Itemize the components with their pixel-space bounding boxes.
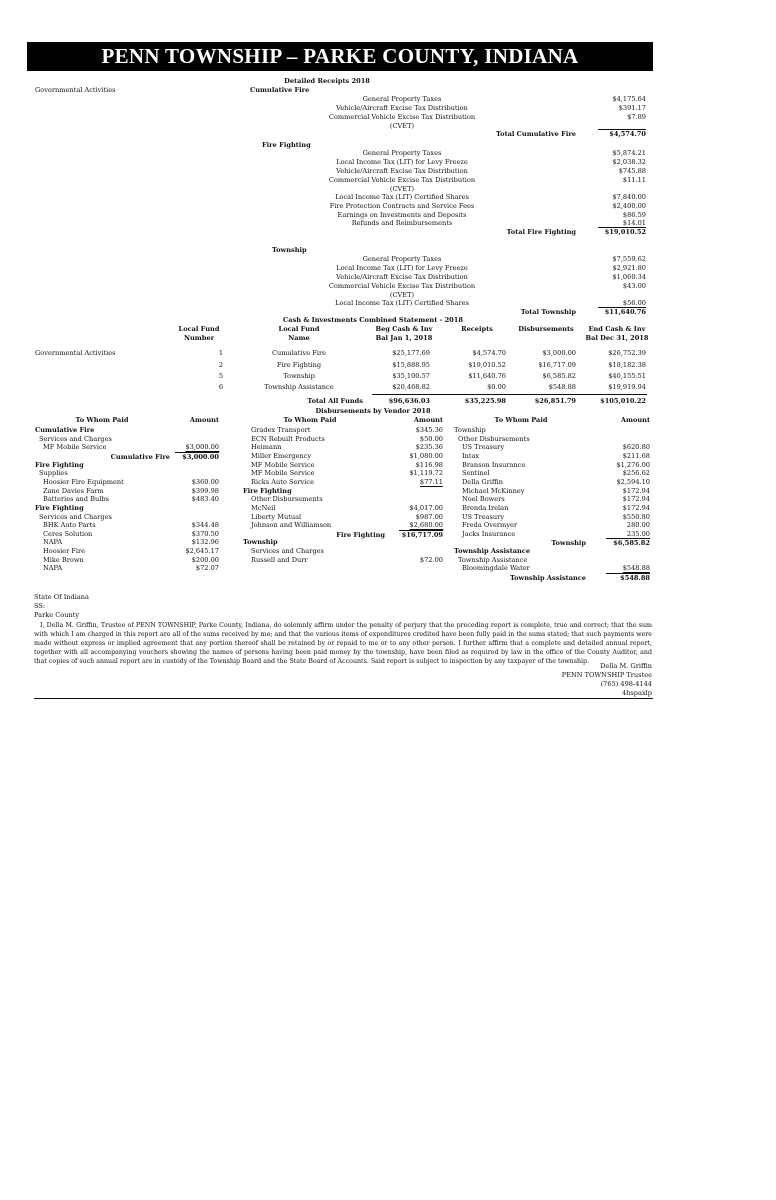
cash-disbursements: $16,717.09 [538, 361, 576, 369]
receipt-item-amount: $2,921.80 [612, 264, 646, 272]
vendor-col1-item-label: Zane Davies Farm [43, 486, 104, 495]
vendor-col3-item-amount: $548.88 [620, 574, 650, 583]
vendor-col1-item-label: NAPA [43, 564, 63, 573]
vendor-col3-item-amount: 235.00 [626, 529, 650, 538]
vendor-col3-item-amount: $172.94 [622, 503, 650, 512]
vendor-col1-item-amount: $72.07 [195, 564, 219, 573]
vendor-col2-item-label: Other Disbursements [251, 495, 323, 504]
vendor-col2-item-amount: $345.36 [415, 426, 443, 434]
vendor-col1-item-amount: $132.96 [191, 538, 219, 547]
vendor-col2-item-amount: $50.00 [419, 434, 443, 443]
receipt-item-label: General Property Taxes [362, 149, 442, 157]
receipts-governmental-label: Governmental Activities [35, 86, 116, 94]
cash-end-balance: $19,919.94 [608, 383, 646, 391]
vendor-col3-item-amount: $172.94 [622, 486, 650, 495]
vendor-col3-item-label: Township [454, 426, 486, 434]
vendor-col2-item-label: Heimann [251, 443, 282, 452]
cash-receipts: $4,574.70 [472, 349, 506, 357]
cash-end-balance: $18,182.38 [608, 361, 646, 369]
vendor-col2-item-label: Gradex Transport [251, 426, 311, 434]
vendor-col2-item-label: Miller Emergency [251, 451, 312, 460]
footer-rule [34, 698, 653, 699]
cash-total-beg: $96,636.03 [388, 397, 430, 405]
cash-receipts: $19,010.52 [468, 361, 506, 369]
vendor-col2-subtotal-rule [399, 530, 443, 531]
cash-header-receipts: Receipts [461, 325, 493, 333]
cash-fund-number: 2 [218, 361, 224, 369]
vendor-col2-item-amount: $116.98 [415, 460, 443, 469]
vendor-col3-item-label: US Treasury [462, 512, 505, 521]
receipt-item-label: Earnings on Investments and Deposits [337, 211, 467, 219]
vendor-col2-item-label: Fire Fighting [243, 486, 292, 495]
affidavit-county: Parke County [34, 611, 80, 619]
vendor-col1-item-label: Services and Charges [39, 512, 112, 521]
cash-header-end-2: Bal Dec 31, 2018 [585, 334, 649, 342]
signature-name: Della M. Griffin [600, 662, 652, 670]
receipt-item-amount: $2,038.32 [612, 158, 646, 166]
cash-fund-number: 1 [218, 349, 224, 357]
receipts-cumulative_fire-total-label: Total Cumulative Fire [496, 130, 576, 138]
vendor-col2-item-amount: $4,017.00 [409, 503, 443, 512]
receipt-item-label: Commercial Vehicle Excise Tax Distribution [328, 113, 476, 121]
cash-header-fund-number-2: Number [183, 334, 215, 342]
receipt-item-amount: $11.11 [622, 176, 646, 184]
receipts-cumulative_fire-header: Cumulative Fire [250, 86, 310, 94]
vendor-col3-subtotal-rule [606, 538, 650, 539]
receipts-fire_fighting-total: $19,010.52 [604, 228, 646, 236]
cash-header-fund-number-1: Local Fund [178, 325, 220, 333]
receipt-item-label: Local Income Tax (LIT) for Levy Freeze [336, 158, 468, 166]
receipt-item-label: Refunds and Reimbursements [351, 219, 453, 227]
vendor-col2-item-label: MF Mobile Service [251, 469, 315, 478]
cash-fund-name: Cumulative Fire [271, 349, 327, 357]
vendor-col1-item-amount: $2,645.17 [185, 547, 219, 556]
vendor-col3-subtotal-label: Township [551, 539, 586, 548]
vendor-col3-item-label: Intax [462, 451, 480, 460]
receipts-fire_fighting-header: Fire Fighting [262, 141, 311, 149]
vendor-col3-item-amount: 280.00 [626, 521, 650, 530]
cash-receipts: $11,640.76 [468, 372, 506, 380]
vendor-col3-item-amount: $1,276.00 [616, 460, 650, 469]
vendor-col1-item-label: Mike Brown [43, 555, 84, 564]
cash-beg-balance: $35,100.57 [392, 372, 430, 380]
cash-total-receipts: $35,225.98 [464, 397, 506, 405]
affidavit-ss: SS: [34, 602, 46, 610]
cash-fund-name: Township [283, 372, 315, 380]
vendor-col3-item-label: Bloomingdale Water [462, 564, 530, 573]
vendor-col1-item-label: Batteries and Bulbs [43, 495, 109, 504]
page-banner: PENN TOWNSHIP – PARKE COUNTY, INDIANA [27, 42, 653, 71]
vendor-col1-item-label: Hoosier Fire [43, 547, 86, 556]
vendor-col3-item-amount: $620.80 [622, 443, 650, 452]
cash-header-beg-1: Beg Cash & Inv [375, 325, 433, 333]
vendor-col3-item-label: US Treasury [462, 443, 505, 452]
vendor-col3-item-label: Michael McKinney [462, 486, 525, 495]
vendor-col3-item-amount: $211.68 [622, 451, 650, 460]
vendor-col2-item-label: Johnson and Williamson [251, 521, 332, 530]
cash-receipts: $0.00 [487, 383, 506, 391]
vendor-col2-item-label: ECN Rebuilt Products [251, 434, 325, 443]
vendor-col3-item-label: Township Assistance [458, 555, 528, 564]
cash-beg-balance: $15,888.95 [392, 361, 430, 369]
vendor-col2-item-amount: $2,680.00 [409, 521, 443, 530]
receipts-cumulative_fire-total: $4,574.70 [609, 130, 646, 138]
signature-phone: (765) 498-4144 [600, 680, 652, 688]
receipt-item-amount: $745.88 [618, 167, 646, 175]
signature-code: 4hspaxlp [621, 689, 652, 697]
vendors-title: Disbursements by Vendor 2018 [315, 407, 431, 415]
vendor-col1-subtotal-rule [175, 452, 219, 453]
vendor-col2-item-amount: $235.36 [415, 443, 443, 452]
vendor-col1-item-amount: $483.40 [191, 495, 219, 504]
receipt-item-amount: $5,874.21 [612, 149, 646, 157]
vendor-col1-item-label: Cumulative Fire [35, 426, 95, 434]
vendor-col2-paid-header: To Whom Paid [283, 416, 337, 424]
vendor-col1-item-label: Hoosier Fire Equipment [43, 477, 124, 486]
receipt-item-amount: $4,175.64 [612, 95, 646, 103]
vendor-col3-item-label: Other Disbursements [458, 434, 530, 443]
cash-fund-number: 5 [218, 372, 224, 380]
vendor-col2-item-label: McNeil [251, 503, 276, 512]
receipt-item-amount: $7,559.62 [612, 255, 646, 263]
vendor-col3-item-label: Freda Overmyer [462, 521, 518, 530]
vendor-col2-item-amount: $77.11 [419, 477, 443, 486]
cash-header-end-1: End Cash & Inv [588, 325, 646, 333]
affidavit-text: I, Della M. Griffin, Trustee of PENN TOWNSHIP, Parke County, Indiana, do solemnly affirm under the penalty of perjury that the preceding report is complete, true and correct; that the sum with which I am charged in this report are all of the sums received by me; and that the various items of expenditures credited have been fully paid in the sums stated; that such payments were made without express or implied agreement that any portion thereof shall be retained by or repaid to me or to any other person. I further affirm that a complete and detailed annual report, together with all accompanying vouchers showing the names of persons having been paid money by the township, have been filed as required by law in the office of the County Auditor, and that copies of such annual report are in custody of the Township Board and the State Board of Accounts. Said report is subject to inspection by any taxpayer of the township. [34, 622, 652, 666]
vendor-col3-item-amount: $550.80 [622, 512, 650, 521]
receipt-item-label: (CVET) [389, 122, 415, 130]
receipts-title: Detailed Receipts 2018 [284, 77, 370, 85]
vendor-col3-item-amount: $2,594.10 [616, 477, 650, 486]
vendor-col3-item-label: Sentinel [462, 469, 490, 478]
receipt-item-label: Fire Protection Contracts and Service Fees [329, 202, 475, 210]
receipt-item-label: Vehicle/Aircraft Excise Tax Distribution [336, 104, 468, 112]
vendor-col1-item-amount: $3,000.00 [182, 452, 219, 461]
receipt-item-amount: $2,400.00 [612, 202, 646, 210]
vendor-col3-paid-header: To Whom Paid [494, 416, 548, 424]
cash-disbursements: $6,585.82 [542, 372, 576, 380]
receipt-item-amount: $7.89 [627, 113, 646, 121]
receipt-item-label: Local Income Tax (LIT) Certified Shares [335, 193, 469, 201]
vendor-col2-item-label: Township [243, 538, 278, 547]
vendor-col3-item-label: Brenda Irelan [462, 503, 509, 512]
cash-fund-number: 6 [218, 383, 224, 391]
receipt-item-label: Commercial Vehicle Excise Tax Distribution [328, 176, 476, 184]
cash-header-fund-name-2: Name [288, 334, 310, 342]
affidavit-state: State Of Indiana [34, 593, 89, 601]
vendor-col1-paid-header: To Whom Paid [75, 416, 129, 424]
vendor-col3-subtotal-label: Township Assistance [509, 574, 586, 583]
vendor-col3-item-label: Township Assistance [454, 547, 531, 556]
vendor-col1-item-label: Services and Charges [39, 434, 112, 443]
receipts-township-total: $11,640.76 [604, 308, 646, 316]
receipt-item-label: (CVET) [389, 185, 415, 193]
receipts-fire_fighting-total-label: Total Fire Fighting [506, 228, 576, 236]
vendor-col3-amount-header: Amount [620, 416, 650, 424]
vendor-col2-item-label: MF Mobile Service [251, 460, 315, 469]
vendor-col3-item-amount: $256.62 [622, 469, 650, 478]
cash-total-end: $105,010.22 [600, 397, 646, 405]
cash-beg-balance: $25,177.69 [392, 349, 430, 357]
receipt-item-amount: $86.59 [622, 211, 646, 219]
receipt-item-label: Vehicle/Aircraft Excise Tax Distribution [336, 273, 468, 281]
vendor-col1-item-label: BHK Auto Parts [43, 521, 96, 530]
receipt-item-amount: $43.00 [622, 282, 646, 290]
vendor-col2-item-amount: $987.00 [415, 512, 443, 521]
vendor-col2-subtotal-label: Fire Fighting [336, 530, 385, 539]
vendor-col2-amount-header: Amount [413, 416, 443, 424]
receipt-item-amount: $56.00 [622, 299, 646, 307]
cash-total-rule [372, 394, 647, 395]
receipt-item-label: General Property Taxes [362, 95, 442, 103]
receipt-item-amount: $1,060.34 [612, 273, 646, 281]
receipt-item-label: Local Income Tax (LIT) Certified Shares [335, 299, 469, 307]
vendor-col3-item-amount: $172.94 [622, 495, 650, 504]
vendor-col2-item-label: Services and Charges [251, 547, 324, 556]
vendor-col2-item-amount: $1,080.00 [409, 451, 443, 460]
cash-disbursements: $3,000.00 [542, 349, 576, 357]
vendor-col1-item-amount: $370.50 [191, 529, 219, 538]
vendor-col1-item-amount: $344.48 [191, 521, 219, 530]
vendor-col1-item-label: Ceres Solution [43, 529, 93, 538]
vendor-col3-item-amount: $6,585.82 [613, 539, 650, 548]
cash-title: Cash & Investments Combined Statement - 2018 [283, 316, 463, 324]
vendor-col1-item-label: Fire Fighting [35, 503, 84, 512]
cash-end-balance: $26,752.39 [608, 349, 646, 357]
vendor-col2-item-label: Russell and Durr [251, 555, 308, 564]
cash-row-label: Governmental Activities [35, 349, 116, 357]
vendor-col1-item-label: Fire Fighting [35, 460, 84, 469]
cash-beg-balance: $20,468.82 [392, 383, 430, 391]
vendor-col3-item-amount: $548.88 [622, 564, 650, 573]
cash-fund-name: Fire Fighting [276, 361, 322, 369]
receipt-item-label: General Property Taxes [362, 255, 442, 263]
receipt-item-label: (CVET) [389, 291, 415, 299]
vendor-col1-item-amount: $360.00 [191, 477, 219, 486]
cash-total-disbursements: $26,851.79 [534, 397, 576, 405]
vendor-col1-item-label: Supplies [39, 469, 68, 478]
vendor-col1-item-amount: $200.00 [191, 555, 219, 564]
vendor-col1-subtotal-label: Cumulative Fire [110, 452, 170, 461]
vendor-col1-item-label: MF Mobile Service [43, 443, 107, 452]
vendor-col2-item-amount: $16,717.09 [401, 530, 443, 539]
cash-header-disbursements: Disbursements [518, 325, 574, 333]
vendor-col2-item-amount: $72.00 [419, 555, 443, 564]
receipt-item-amount: $14.01 [622, 219, 646, 227]
vendor-col3-item-label: Branson Insurance [462, 460, 526, 469]
vendor-col2-item-label: Ricks Auto Service [251, 477, 314, 486]
vendor-col1-amount-header: Amount [189, 416, 219, 424]
receipt-item-label: Local Income Tax (LIT) for Levy Freeze [336, 264, 468, 272]
vendor-col3-item-label: Della Griffin [462, 477, 504, 486]
receipts-township-total-label: Total Township [520, 308, 576, 316]
receipt-item-amount: $7,840.00 [612, 193, 646, 201]
receipts-township-header: Township [272, 246, 307, 254]
cash-end-balance: $40,155.51 [608, 372, 646, 380]
cash-header-beg-2: Bal Jan 1, 2018 [375, 334, 433, 342]
cash-disbursements: $548.88 [548, 383, 576, 391]
vendor-col3-item-label: Noel Bowers [462, 495, 505, 504]
receipt-item-amount: $391.17 [618, 104, 646, 112]
receipt-item-label: Vehicle/Aircraft Excise Tax Distribution [336, 167, 468, 175]
vendor-col1-item-label: NAPA [43, 538, 63, 547]
cash-header-fund-name-1: Local Fund [278, 325, 320, 333]
cash-total-label: Total All Funds [307, 397, 363, 405]
vendor-col3-subtotal-rule [606, 573, 650, 574]
vendor-col1-item-amount: $399.98 [191, 486, 219, 495]
cash-fund-name: Township Assistance [264, 383, 334, 391]
vendor-col1-item-amount: $3,000.00 [185, 443, 219, 452]
vendor-col2-item-label: Liberty Mutual [251, 512, 302, 521]
vendor-col3-item-label: Jacks Insurance [462, 529, 516, 538]
receipt-item-label: Commercial Vehicle Excise Tax Distribution [328, 282, 476, 290]
vendor-col2-item-amount: $1,119.72 [409, 469, 443, 478]
signature-title: PENN TOWNSHIP Trustee [561, 671, 652, 679]
